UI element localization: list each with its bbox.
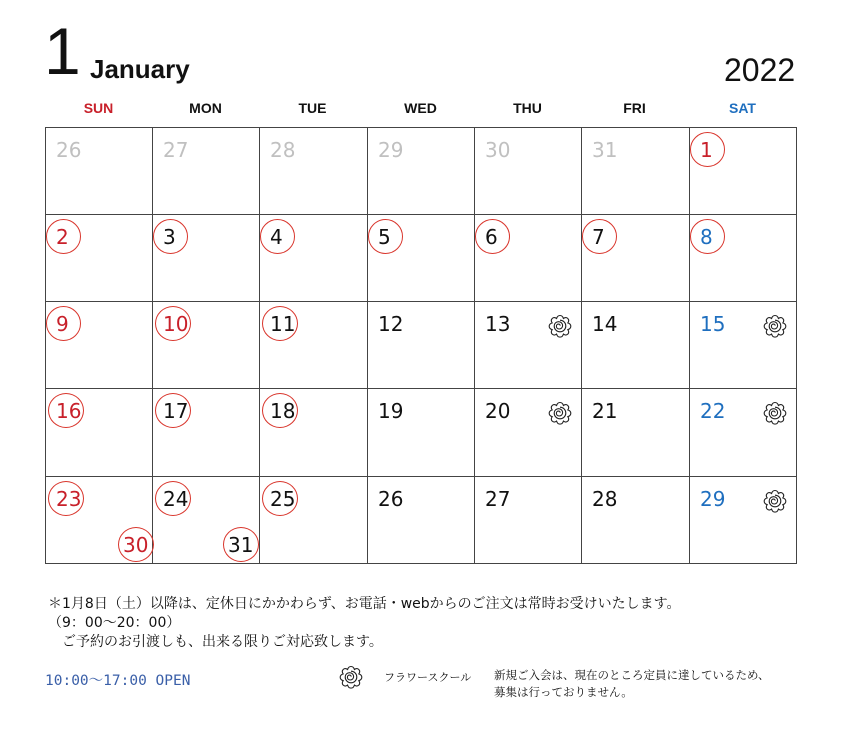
- legend-label: フラワースクール: [384, 671, 472, 684]
- day-number: 31: [228, 533, 254, 557]
- day-cell: [475, 389, 582, 477]
- day-cell: [582, 128, 690, 215]
- opening-hours: 10:00～17:00 OPEN: [45, 673, 191, 689]
- day-cell: [690, 128, 797, 215]
- day-cell: [260, 389, 368, 477]
- day-number: 17: [163, 399, 189, 423]
- day-number: 1: [700, 138, 713, 162]
- day-cell: [690, 389, 797, 477]
- day-number: 28: [270, 138, 296, 162]
- day-cell: [582, 389, 690, 477]
- day-number: 26: [378, 487, 404, 511]
- day-number: 26: [56, 138, 82, 162]
- day-number: 23: [56, 487, 82, 511]
- calendar-grid: [45, 127, 797, 564]
- flower-icon: [762, 400, 788, 426]
- weekday-wed: WED: [404, 100, 437, 116]
- weekday-fri: FRI: [623, 100, 646, 116]
- day-cell: [260, 302, 368, 389]
- day-cell: [475, 215, 582, 302]
- day-number: 30: [485, 138, 511, 162]
- month-name: January: [90, 54, 190, 84]
- weekday-header: [45, 100, 797, 122]
- day-number: 9: [56, 312, 69, 336]
- day-cell: [582, 302, 690, 389]
- day-cell: [475, 302, 582, 389]
- day-cell: [475, 128, 582, 215]
- day-cell: [582, 215, 690, 302]
- weekday-thu: THU: [513, 100, 542, 116]
- day-cell: [582, 477, 690, 564]
- flower-icon: [762, 313, 788, 339]
- day-number: 8: [700, 225, 713, 249]
- day-number: 21: [592, 399, 618, 423]
- month-number: 1: [44, 14, 81, 88]
- day-number: 29: [700, 487, 726, 511]
- day-cell: [368, 215, 475, 302]
- day-number: 25: [270, 487, 296, 511]
- day-number: 22: [700, 399, 726, 423]
- day-number: 13: [485, 312, 511, 336]
- day-cell: [153, 389, 260, 477]
- day-number: 24: [163, 487, 189, 511]
- day-number: 3: [163, 225, 176, 249]
- day-cell: [46, 389, 153, 477]
- day-number: 11: [270, 312, 296, 336]
- day-number: 19: [378, 399, 404, 423]
- day-cell: [153, 128, 260, 215]
- notes: [48, 595, 681, 652]
- day-cell: [368, 302, 475, 389]
- flower-icon: [762, 488, 788, 514]
- day-cell: [260, 477, 368, 564]
- day-number: 4: [270, 225, 283, 249]
- flower-icon: [547, 313, 573, 339]
- day-number: 18: [270, 399, 296, 423]
- day-number: 31: [592, 138, 618, 162]
- day-cell: [153, 215, 260, 302]
- day-cell: [46, 215, 153, 302]
- day-number: 27: [163, 138, 189, 162]
- weekday-mon: MON: [189, 100, 222, 116]
- day-cell: [260, 215, 368, 302]
- day-cell: [260, 128, 368, 215]
- day-number: 5: [378, 225, 391, 249]
- day-number: 15: [700, 312, 726, 336]
- day-number: 30: [123, 533, 149, 557]
- day-cell: [690, 215, 797, 302]
- day-number: 28: [592, 487, 618, 511]
- day-number: 20: [485, 399, 511, 423]
- day-cell: [368, 128, 475, 215]
- day-cell: [46, 302, 153, 389]
- day-number: 6: [485, 225, 498, 249]
- day-cell: [690, 302, 797, 389]
- day-number: 2: [56, 225, 69, 249]
- note-line: ＊1月8日（土）以降は、定休日にかかわらず、お電話・webからのご注文は常時お受けいたします。: [48, 596, 681, 612]
- legend-note-line: 募集は行っておりません。: [494, 685, 633, 699]
- day-cell: [153, 302, 260, 389]
- day-number: 27: [485, 487, 511, 511]
- year: 2022: [724, 52, 796, 88]
- day-number: 16: [56, 399, 82, 423]
- day-number: 14: [592, 312, 618, 336]
- day-cell: [475, 477, 582, 564]
- day-number: 29: [378, 138, 404, 162]
- flower-icon: [547, 400, 573, 426]
- note-line: （9：00～20：00）: [48, 615, 181, 631]
- legend-note: [494, 667, 770, 701]
- weekday-sun: SUN: [83, 100, 114, 116]
- flower-icon: [338, 664, 364, 690]
- weekday-sat: SAT: [729, 100, 756, 116]
- day-number: 12: [378, 312, 404, 336]
- day-cell: [368, 477, 475, 564]
- legend-note-line: 新規ご入会は、現在のところ定員に達しているため、: [494, 668, 770, 682]
- note-line: ご予約のお引渡しも、出来る限りご対応致します。: [48, 634, 383, 650]
- day-cell: [368, 389, 475, 477]
- day-cell: [46, 128, 153, 215]
- day-cell: [690, 477, 797, 564]
- day-number: 10: [163, 312, 189, 336]
- day-number: 7: [592, 225, 605, 249]
- weekday-tue: TUE: [298, 100, 327, 116]
